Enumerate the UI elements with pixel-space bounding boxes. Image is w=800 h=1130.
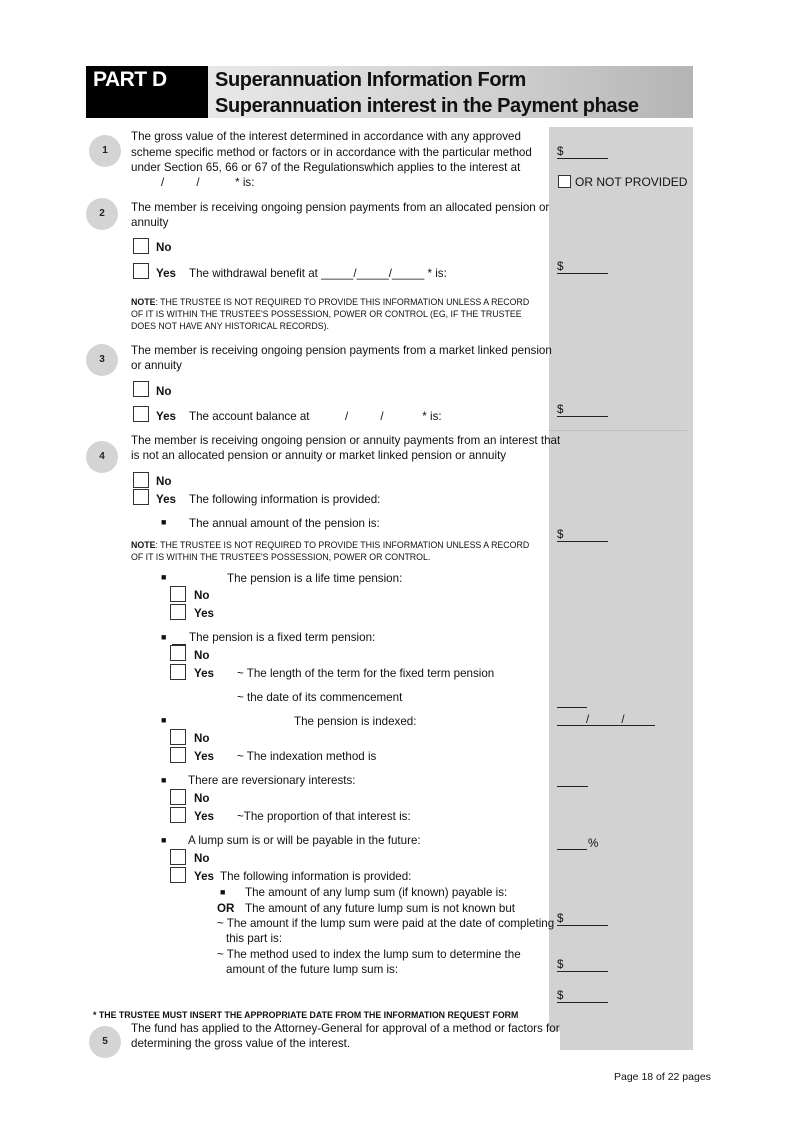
lump-sum-method-line1: ~ The method used to index the lump sum to determine the: [217, 948, 521, 961]
fixed-term-no-label: No: [194, 649, 210, 662]
indexed-no-label: No: [194, 732, 210, 745]
section-5-number: 5: [89, 1026, 121, 1058]
section-2-value-field[interactable]: [557, 273, 608, 274]
lump-sum-no-label: No: [194, 852, 210, 865]
bullet-icon: ■: [161, 715, 167, 725]
lump-sum-value-field-2[interactable]: [557, 971, 608, 972]
lump-sum-future-text: The amount of any future lump sum is not known but: [245, 902, 516, 915]
lump-sum-yes-checkbox[interactable]: [170, 867, 186, 883]
fixed-term-length-field[interactable]: [557, 707, 587, 708]
reversionary-yes-checkbox[interactable]: [170, 807, 186, 823]
section-5-line1: The fund has applied to the Attorney-General for approval of a method or factors for: [131, 1022, 560, 1035]
reversionary-no-checkbox[interactable]: [170, 789, 186, 805]
section-1-line3: under Section 65, 66 or 67 of the Regulationswhich applies to the interest at: [131, 161, 521, 174]
lump-sum-no-checkbox[interactable]: [170, 849, 186, 865]
part-label: PART D: [93, 68, 167, 91]
lump-sum-value-label-2: $: [557, 958, 564, 971]
header-title-line2: Superannuation interest in the Payment phase: [215, 95, 639, 117]
bullet-icon: ■: [161, 517, 167, 527]
section-4-note-line2: OF IT IS WITHIN THE TRUSTEE'S POSSESSION, POWER OR CONTROL.: [131, 552, 431, 562]
section-4-line2: is not an allocated pension or annuity or market linked pension or annuity: [131, 449, 507, 462]
bullet-icon: ■: [161, 632, 167, 642]
reversionary-percent-label: %: [588, 837, 599, 850]
indexed-no-checkbox[interactable]: [170, 729, 186, 745]
lifetime-yes-checkbox[interactable]: [170, 604, 186, 620]
section-2-note-line2: OF IT IS WITHIN THE TRUSTEE'S POSSESSION, POWER OR CONTROL (EG, IF THE TRUSTEE: [131, 309, 522, 319]
fixed-term-yes-checkbox[interactable]: [170, 664, 186, 680]
section-3-balance-text: The account balance at / / * is:: [189, 410, 442, 423]
not-provided-checkbox[interactable]: [558, 175, 571, 188]
fixed-term-no-checkbox[interactable]: [170, 645, 186, 661]
reversionary-no-label: No: [194, 792, 210, 805]
reversionary-method-field[interactable]: [557, 786, 588, 787]
section-4-number: 4: [86, 441, 118, 473]
section-1-value-field[interactable]: [557, 158, 608, 159]
lump-sum-amount-text: The amount of any lump sum (if known) payable is:: [245, 886, 508, 899]
fixed-term-text: The pension is a fixed term pension:: [189, 631, 376, 644]
lump-sum-value-label-1: $: [557, 912, 564, 925]
section-3-no-checkbox[interactable]: [133, 381, 149, 397]
section-3-value-label: $: [557, 403, 564, 416]
fixed-term-date-field[interactable]: [557, 725, 655, 726]
reversionary-text: There are reversionary interests:: [188, 774, 356, 787]
reversionary-proportion-field[interactable]: [557, 849, 587, 850]
section-4-yes-checkbox[interactable]: [133, 489, 149, 505]
section-4-no-checkbox[interactable]: [133, 472, 149, 488]
section-3-value-field[interactable]: [557, 416, 608, 417]
value-column-extension: [560, 1018, 693, 1050]
lump-sum-method-line2: amount of the future lump sum is:: [226, 963, 399, 976]
bullet-icon: ■: [161, 572, 167, 582]
annual-amount-value-field[interactable]: [557, 541, 608, 542]
indexed-yes-checkbox[interactable]: [170, 747, 186, 763]
section-2-no-label: No: [156, 241, 172, 254]
fixed-term-commencement-text: ~ the date of its commencement: [237, 691, 403, 704]
section-4-line1: The member is receiving ongoing pension or annuity payments from an interest that: [131, 434, 561, 447]
lifetime-yes-label: Yes: [194, 607, 214, 620]
section-1-line1: The gross value of the interest determined in accordance with any approved: [131, 130, 521, 143]
indexed-text: The pension is indexed:: [294, 715, 417, 728]
section-2-note-line1: NOTE: THE TRUSTEE IS NOT REQUIRED TO PROVIDE THIS INFORMATION UNLESS A RECORD: [131, 297, 530, 307]
lump-sum-text: A lump sum is or will be payable in the future:: [188, 834, 421, 847]
section-5-line2: determining the gross value of the interest.: [131, 1037, 351, 1050]
section-3-yes-label: Yes: [156, 410, 176, 423]
header-title-line1: Superannuation Information Form: [215, 69, 526, 91]
section-2-line2: annuity: [131, 216, 169, 229]
indexed-yes-label: Yes: [194, 750, 214, 763]
section-4-note-line1: NOTE: THE TRUSTEE IS NOT REQUIRED TO PROVIDE THIS INFORMATION UNLESS A RECORD: [131, 540, 530, 550]
lump-sum-yes-label: Yes: [194, 870, 214, 883]
section-1-value-label: $: [557, 145, 564, 158]
section-2-line1: The member is receiving ongoing pension payments from an allocated pension or: [131, 201, 550, 214]
lump-sum-value-label-3: $: [557, 989, 564, 1002]
lifetime-no-checkbox[interactable]: [170, 586, 186, 602]
bullet-icon: ■: [161, 835, 167, 845]
lifetime-text: The pension is a life time pension:: [227, 572, 403, 585]
value-column: [549, 127, 693, 1031]
lump-sum-value-field-1[interactable]: [557, 925, 608, 926]
column-divider: [549, 430, 687, 431]
section-2-yes-label: Yes: [156, 267, 176, 280]
lump-sum-if-paid-line2: this part is:: [226, 932, 283, 945]
section-3-yes-checkbox[interactable]: [133, 406, 149, 422]
lump-sum-value-field-3[interactable]: [557, 1002, 608, 1003]
annual-amount-text: The annual amount of the pension is:: [189, 517, 380, 530]
fixed-term-yes-label: Yes: [194, 667, 214, 680]
bullet-icon: ■: [161, 775, 167, 785]
section-2-withdrawal-text: The withdrawal benefit at _____/_____/_____ * is:: [189, 267, 447, 280]
section-3-no-label: No: [156, 385, 172, 398]
section-4-no-label: No: [156, 475, 172, 488]
section-3-number: 3: [86, 344, 118, 376]
section-2-number: 2: [86, 198, 118, 230]
section-2-no-checkbox[interactable]: [133, 238, 149, 254]
section-3-line1: The member is receiving ongoing pension payments from a market linked pension: [131, 344, 552, 357]
footnote: * THE TRUSTEE MUST INSERT THE APPROPRIATE DATE FROM THE INFORMATION REQUEST FORM: [93, 1010, 519, 1020]
section-2-note-line3: DOES NOT HAVE ANY HISTORICAL RECORDS).: [131, 321, 329, 331]
bullet-icon: ■: [220, 887, 226, 897]
section-1-line2: scheme specific method or factors or in accordance with the particular method: [131, 146, 532, 159]
reversionary-proportion-text: ~The proportion of that interest is:: [237, 810, 411, 823]
section-4-provided-text: The following information is provided:: [189, 493, 381, 506]
indexed-method-text: ~ The indexation method is: [237, 750, 377, 763]
lump-sum-if-paid-line1: ~ The amount if the lump sum were paid at the date of completing: [217, 917, 555, 930]
fixed-term-length-text: ~ The length of the term for the fixed term pension: [237, 667, 495, 680]
lifetime-no-label: No: [194, 589, 210, 602]
lump-sum-provided-text: The following information is provided:: [220, 870, 412, 883]
section-2-yes-checkbox[interactable]: [133, 263, 149, 279]
not-provided-label: OR NOT PROVIDED: [575, 175, 688, 189]
page-number: Page 18 of 22 pages: [614, 1071, 711, 1083]
fixed-term-date-value: / /: [586, 713, 625, 726]
section-1-date: / / * is:: [161, 176, 255, 189]
section-2-value-label: $: [557, 260, 564, 273]
section-4-yes-label: Yes: [156, 493, 176, 506]
reversionary-yes-label: Yes: [194, 810, 214, 823]
annual-amount-value-label: $: [557, 528, 564, 541]
section-1-number: 1: [89, 135, 121, 167]
section-3-line2: or annuity: [131, 359, 182, 372]
lump-sum-or-label: OR: [217, 902, 235, 915]
